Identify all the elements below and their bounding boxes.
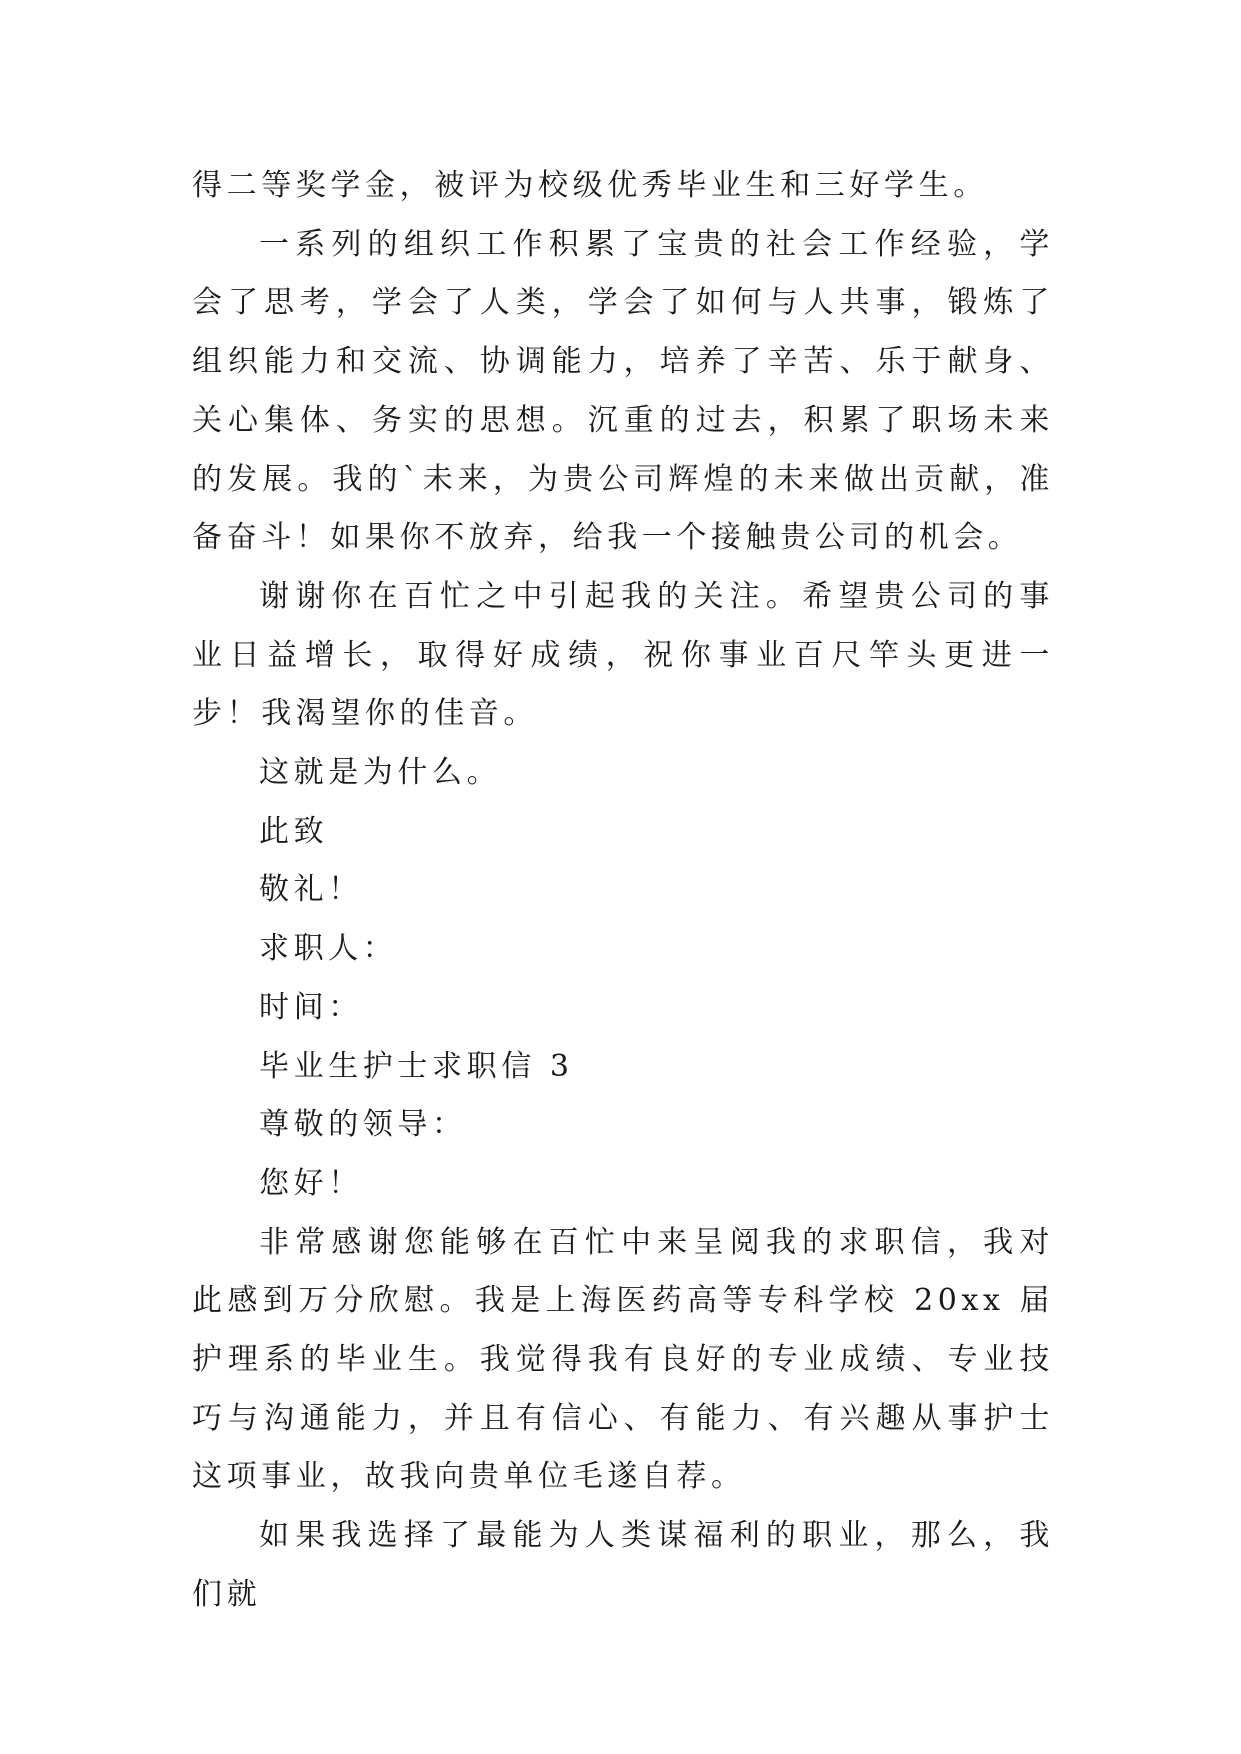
- salutation-closing: 此致: [259, 813, 329, 849]
- paragraph-body-2: 如果我选择了最能为人类谋福利的职业，那么，我们就: [192, 1518, 1054, 1612]
- applicant-label: 求职人：: [259, 931, 398, 967]
- paragraph-2: 一系列的组织工作积累了宝贵的社会工作经验，学会了思考，学会了人类，学会了如何与人共事，锻炼了组织能力和交流、协调能力，培养了辛苦、乐于献身、关心集体、务实的思想。沉重的过去，积累了职场未来的发展。我的`未来，为贵公司辉煌的未来做出贡献，准备奋斗！如果你不放弃，给我一个接触贵公司的机会。: [192, 226, 1054, 556]
- paragraph-3: 谢谢你在百忙之中引起我的关注。希望贵公司的事业日益增长，取得好成绩，祝你事业百尺竿头更进一步！我渴望你的佳音。: [192, 578, 1054, 732]
- document-body: [192, 157, 1054, 1625]
- paragraph-body-1: 非常感谢您能够在百忙中来呈阅我的求职信，我对此感到万分欣慰。我是上海医药高等专科学校 20xx 届护理系的毕业生。我觉得我有良好的专业成绩、专业技巧与沟通能力，并且有信心、有能力、有兴趣从事护士这项事业，故我向贵单位毛遂自荐。: [192, 1224, 1054, 1495]
- paragraph-4: 这就是为什么。: [259, 755, 502, 791]
- paragraph-1: 得二等奖学金，被评为校级优秀毕业生和三好学生。: [192, 168, 988, 203]
- greeting-addressee: 尊敬的领导：: [259, 1107, 467, 1143]
- section-title: 毕业生护士求职信 3: [259, 1048, 574, 1084]
- date-label: 时间：: [259, 989, 363, 1025]
- greeting-hello: 您好！: [259, 1165, 363, 1201]
- salutation-regards: 敬礼！: [259, 872, 363, 908]
